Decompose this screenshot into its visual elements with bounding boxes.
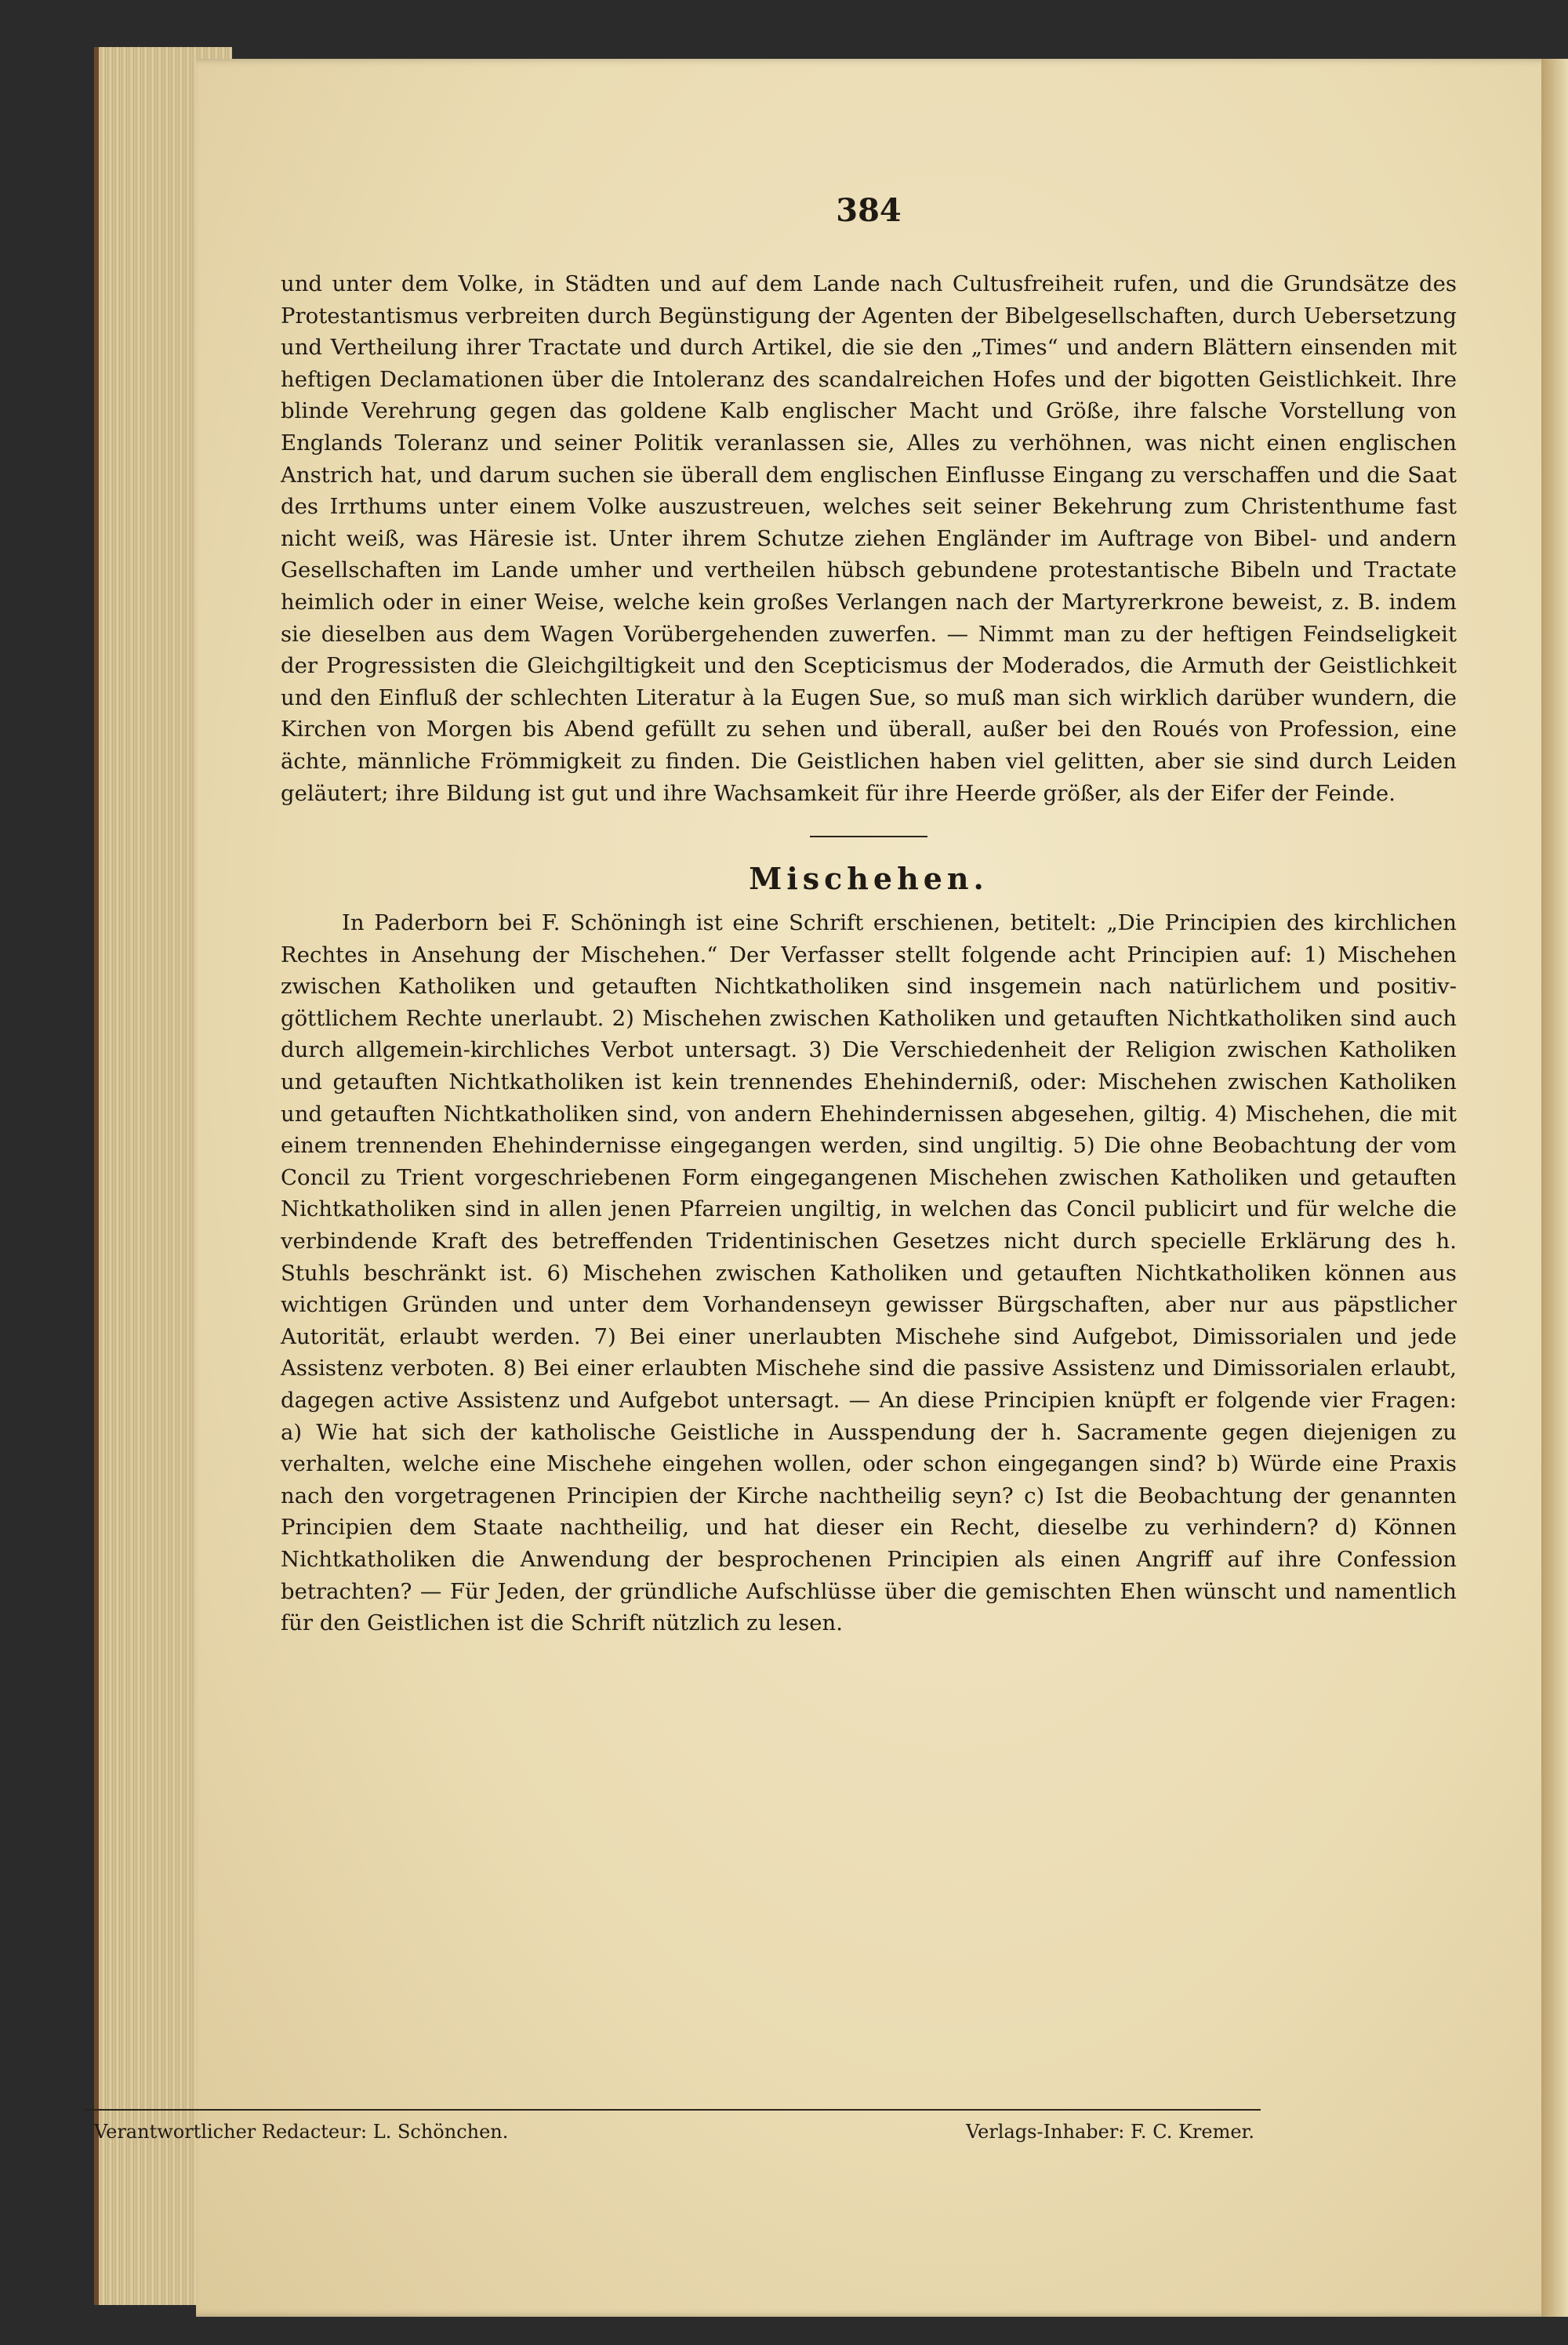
paragraph-continuation: und unter dem Volke, in Städten und auf dem Lande nach Cultusfreiheit rufen, und die Grundsätze des Protestantismus verbreiten durch Begünstigung der Agenten der Bibelgesellschaften, durch Uebersetzung und Vertheilung ihrer Tractate und durch Artikel, die sie den „Times“ und andern Blättern einsenden mit heftigen Declamationen über die Intoleranz des scandalreichen Hofes und der bigotten Geistlichkeit. Ihre blinde Verehrung gegen das goldene Kalb englischer Macht und Größe, ihre falsche Vorstellung von Englands Toleranz und seiner Politik veranlassen sie, Alles zu verhöhnen, was nicht einen englischen Anstrich hat, und darum suchen sie überall dem englischen Einflusse Eingang zu verschaffen und die Saat des Irrthums unter einem Volke auszustreuen, welches seit seiner Bekehrung zum Christenthume fast nicht weiß, was Häresie ist. Unter ihrem Schutze ziehen Engländer im Auftrage von Bibel- und andern Gesellschaften im Lande umher und vertheilen hübsch gebundene protestantische Bibeln und Tractate heimlich oder in einer Weise, welche kein großes Verlangen nach der Martyrerkrone beweist, z. B. indem sie dieselben aus dem Wagen Vorübergehenden zuwerfen. — Nimmt man zu der heftigen Feindseligkeit der Progressisten die Gleichgiltigkeit und den Scepticismus der Moderados, die Armuth der Geistlichkeit und den Einfluß der schlechten Literatur à la Eugen Sue, so muß man sich wirklich darüber wundern, die Kirchen von Morgen bis Abend gefüllt zu sehen und überall, außer bei den Roués von Profession, eine ächte, männliche Frömmigkeit zu finden. Die Geistlichen haben viel gelitten, aber sie sind durch Leiden geläutert; ihre Bildung ist gut und ihre Wachsamkeit für ihre Heerde größer, als der Eifer der Feinde. <box>281 271 1457 806</box>
footer-rule <box>85 2109 1261 2111</box>
page-content <box>281 192 1457 1639</box>
paragraph-mischehen: In Paderborn bei F. Schöningh ist eine Schrift erschienen, betitelt: „Die Principien des kirchlichen Rechtes in Ansehung der Mischehen.“ Der Verfasser stellt folgende acht Principien auf: 1) Mischehen zwischen Katholiken und getauften Nichtkatholiken sind insgemein nach natürlichem und positiv-göttlichem Rechte unerlaubt. 2) Mischehen zwischen Katholiken und getauften Nichtkatholiken sind auch durch allgemein-kirchliches Verbot untersagt. 3) Die Verschiedenheit der Religion zwischen Katholiken und getauften Nichtkatholiken ist kein trennendes Ehehinderniß, oder: Mischehen zwischen Katholiken und getauften Nichtkatholiken sind, von andern Ehehindernissen abgesehen, giltig. 4) Mischehen, die mit einem trennenden Ehehindernisse eingegangen werden, sind ungiltig. 5) Die ohne Beobachtung der vom Concil zu Trient vorgeschriebenen Form eingegangenen Mischehen zwischen Katholiken und getauften Nichtkatholiken sind in allen jenen Pfarreien ungiltig, in welchen das Concil publicirt und für welche die verbindende Kraft des betreffenden Tridentinischen Gesetzes nicht durch specielle Erklärung des h. Stuhls beschränkt ist. 6) Mischehen zwischen Katholiken und getauften Nichtkatholiken können aus wichtigen Gründen und unter dem Vorhandenseyn gewisser Bürgschaften, aber nur aus päpstlicher Autorität, erlaubt werden. 7) Bei einer unerlaubten Mischehe sind Aufgebot, Dimissorialen und jede Assistenz verboten. 8) Bei einer erlaubten Mischehe sind die passive Assistenz und Dimissorialen erlaubt, dagegen active Assistenz und Aufgebot untersagt. — An diese Principien knüpft er folgende vier Fragen: a) Wie hat sich der katholische Geistliche in Ausspendung der h. Sacramente gegen diejenigen zu verhalten, welche eine Mischehe eingehen wollen, oder schon eingegangen sind? b) Würde eine Praxis nach den vorgetragenen Principien der Kirche nachtheilig seyn? c) Ist die Beobachtung der genannten Principien dem Staate nachtheilig, und hat dieser ein Recht, dieselbe zu verhindern? d) Können Nichtkatholiken die Anwendung der besprochenen Principien als einen Angriff auf ihre Confession betrachten? — Für Jeden, der gründliche Aufschlüsse über die gemischten Ehen wünscht und namentlich für den Geistlichen ist die Schrift nützlich zu lesen. <box>281 910 1457 1636</box>
footer-editor: Verantwortlicher Redacteur: L. Schönchen. <box>94 2121 509 2143</box>
footer-publisher: Verlags-Inhaber: F. C. Kremer. <box>965 2121 1254 2143</box>
page-footer <box>94 2121 1254 2143</box>
section-heading: Mischehen. <box>749 861 989 897</box>
book-page <box>196 59 1568 2317</box>
section-divider <box>810 836 927 837</box>
page-number: 384 <box>836 192 902 229</box>
next-page-strip <box>1541 59 1568 2317</box>
